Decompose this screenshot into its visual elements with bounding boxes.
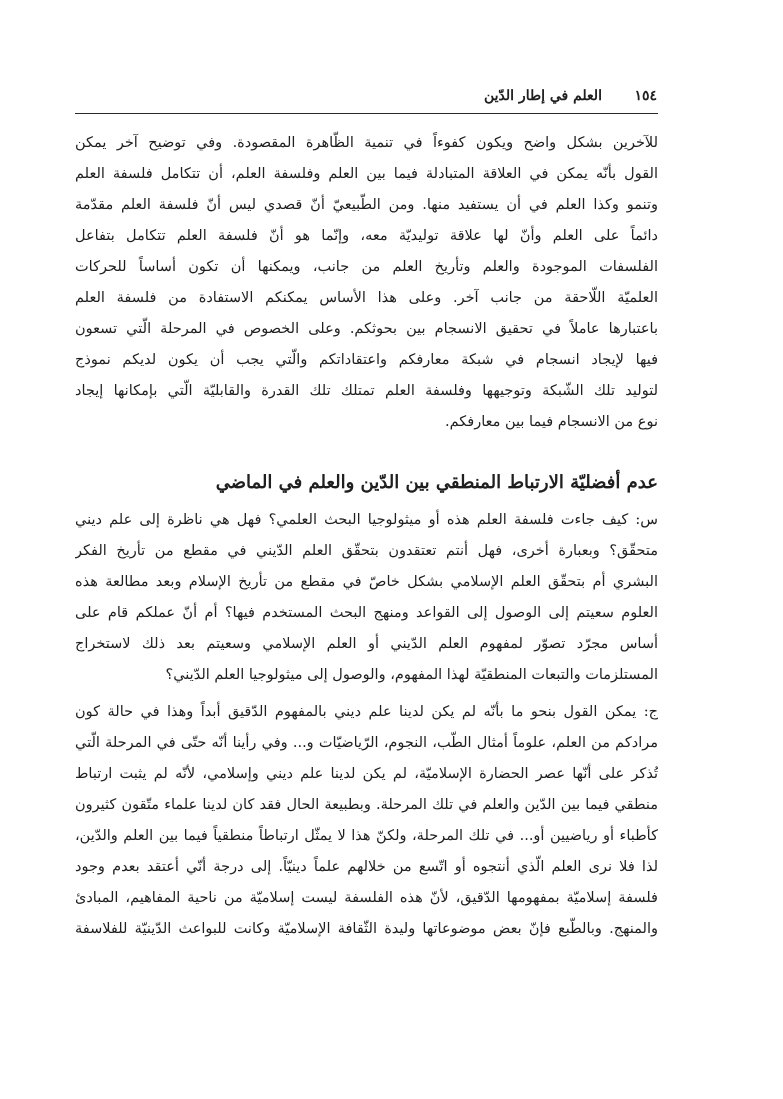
text-line: تُذكر على أنّها عصر الحضارة الإسلاميّة، لم يكن لدينا علم ديني وإسلامي، لأنّه لم يثبت ارتباط [75, 766, 658, 782]
header-rule [75, 113, 658, 114]
text-line: للآخرين بشكل واضح ويكون كفوءاً في تنمية الظّاهرة المقصودة. وفي توضيح آخر يمكن [75, 135, 658, 151]
paragraph-answer [75, 697, 658, 945]
text-line: مرادكم من العلم، علوماً أمثال الطّب، النجوم، الرّياضيّات و... وفي رأينا أنّه حتّى في المرحلة الّتي [75, 735, 658, 751]
text-line: العلميّة اللّاحقة من جانب آخر. وعلى هذا الأساس يمكنكم الاستفادة من فلسفة العلم [75, 290, 658, 306]
running-title: العلم في إطار الدّين [484, 88, 602, 104]
text-line: ج: يمكن القول بنحو ما بأنّه لم يكن لدينا علم ديني بالمفهوم الدّقيق أبداً وهذا في حالة كون [75, 704, 658, 720]
paragraph-intro [75, 128, 658, 438]
text-line: العلوم سعيتم إلى الوصول إلى القواعد ومنهج البحث المستخدم فيها؟ أم أنّ عملكم قام على [75, 605, 658, 621]
running-header [484, 88, 657, 104]
text-line: نوع من الانسجام فيما بين معارفكم. [445, 414, 658, 430]
section-heading: عدم أفضليّة الارتباط المنطقي بين الدّين والعلم في الماضي [215, 472, 658, 493]
text-line: س: كيف جاءت فلسفة العلم هذه أو ميثولوجيا البحث العلمي؟ فهل هي ناظرة إلى علم ديني [75, 512, 658, 528]
text-line: لتوليد تلك الشّبكة وتوجيهها وفلسفة العلم تمتلك تلك القدرة والقابليّة الّتي بإمكانها إيجاد [75, 383, 658, 399]
text-line: وتنمو وكذا العلم في أن يستفيد منها. ومن الطّبيعيّ أنّ قصدي ليس أنّ فلسفة العلم مقدّمة [75, 197, 658, 213]
text-line: متحقّق؟ وبعبارة أخرى، فهل أنتم تعتقدون بتحقّق العلم الدّيني في مقطع من تأريخ الفكر [75, 543, 658, 559]
text-line: والمنهج. وبالطّبع فإنّ بعض موضوعاتها وليدة الثّقافة الإسلاميّة وكانت للبواعث الدّينيّة للفلاسفة [75, 921, 658, 937]
text-line: دائماً على العلم وأنّ لها علاقة توليديّة معه، وإنّما هو أنّ فلسفة العلم تتكامل بتفاعل [75, 228, 658, 244]
text-line: فلسفة إسلاميّة بمفهومها الدّقيق، لأنّ هذه الفلسفة ليست إسلاميّة من ناحية المفاهيم، المبادئ [75, 890, 658, 906]
text-line: أساس مجرّد تصوّر لمفهوم العلم الدّيني أو العلم الإسلامي وسعيتم بعد ذلك لاستخراج [75, 636, 658, 652]
text-line: باعتبارها عاملاً في تحقيق الانسجام بين بحوثكم. وعلى الخصوص في المرحلة الّتي تسعون [75, 321, 658, 337]
text-line: القول بأنّه يمكن في العلاقة المتبادلة فيما بين العلم وفلسفة العلم، أن تتكامل فلسفة العلم [75, 166, 658, 182]
page-number: ١٥٤ [634, 88, 657, 104]
text-line: كأطباء أو رياضيين أو... في تلك المرحلة، ولكنّ هذا لا يمثّل ارتباطاً منطقياً فيما بين العلم والدّين، [75, 828, 658, 844]
text-line: لذا فلا نرى العلم الّذي أنتجوه أو اتّسع من خلالهم علماً دينيّاً. إلى درجة أنّي أعتقد بعدم وجود [75, 859, 658, 875]
text-line: المستلزمات والتبعات المنطقيّة لهذا المفهوم، والوصول إلى ميثولوجيا العلم الدّيني؟ [165, 667, 658, 683]
text-line: منطقي فيما بين الدّين والعلم في تلك المرحلة. وبطبيعة الحال فقد كان لدينا علماء متّقون كثيرون [75, 797, 658, 813]
text-line: البشري أم بتحقّق العلم الإسلامي بشكل خاصّ في مقطع من تأريخ الإسلام وبعد مطالعة هذه [75, 574, 658, 590]
paragraph-question [75, 505, 658, 691]
text-line: الفلسفات الموجودة والعلم وتأريخ العلم من جانب، ويمكنها أن تكون أساساً للحركات [75, 259, 658, 275]
text-line: فيها لإيجاد انسجام في شبكة معارفكم واعتقاداتكم والّتي يجب أن يكون لديكم نموذج [75, 352, 658, 368]
